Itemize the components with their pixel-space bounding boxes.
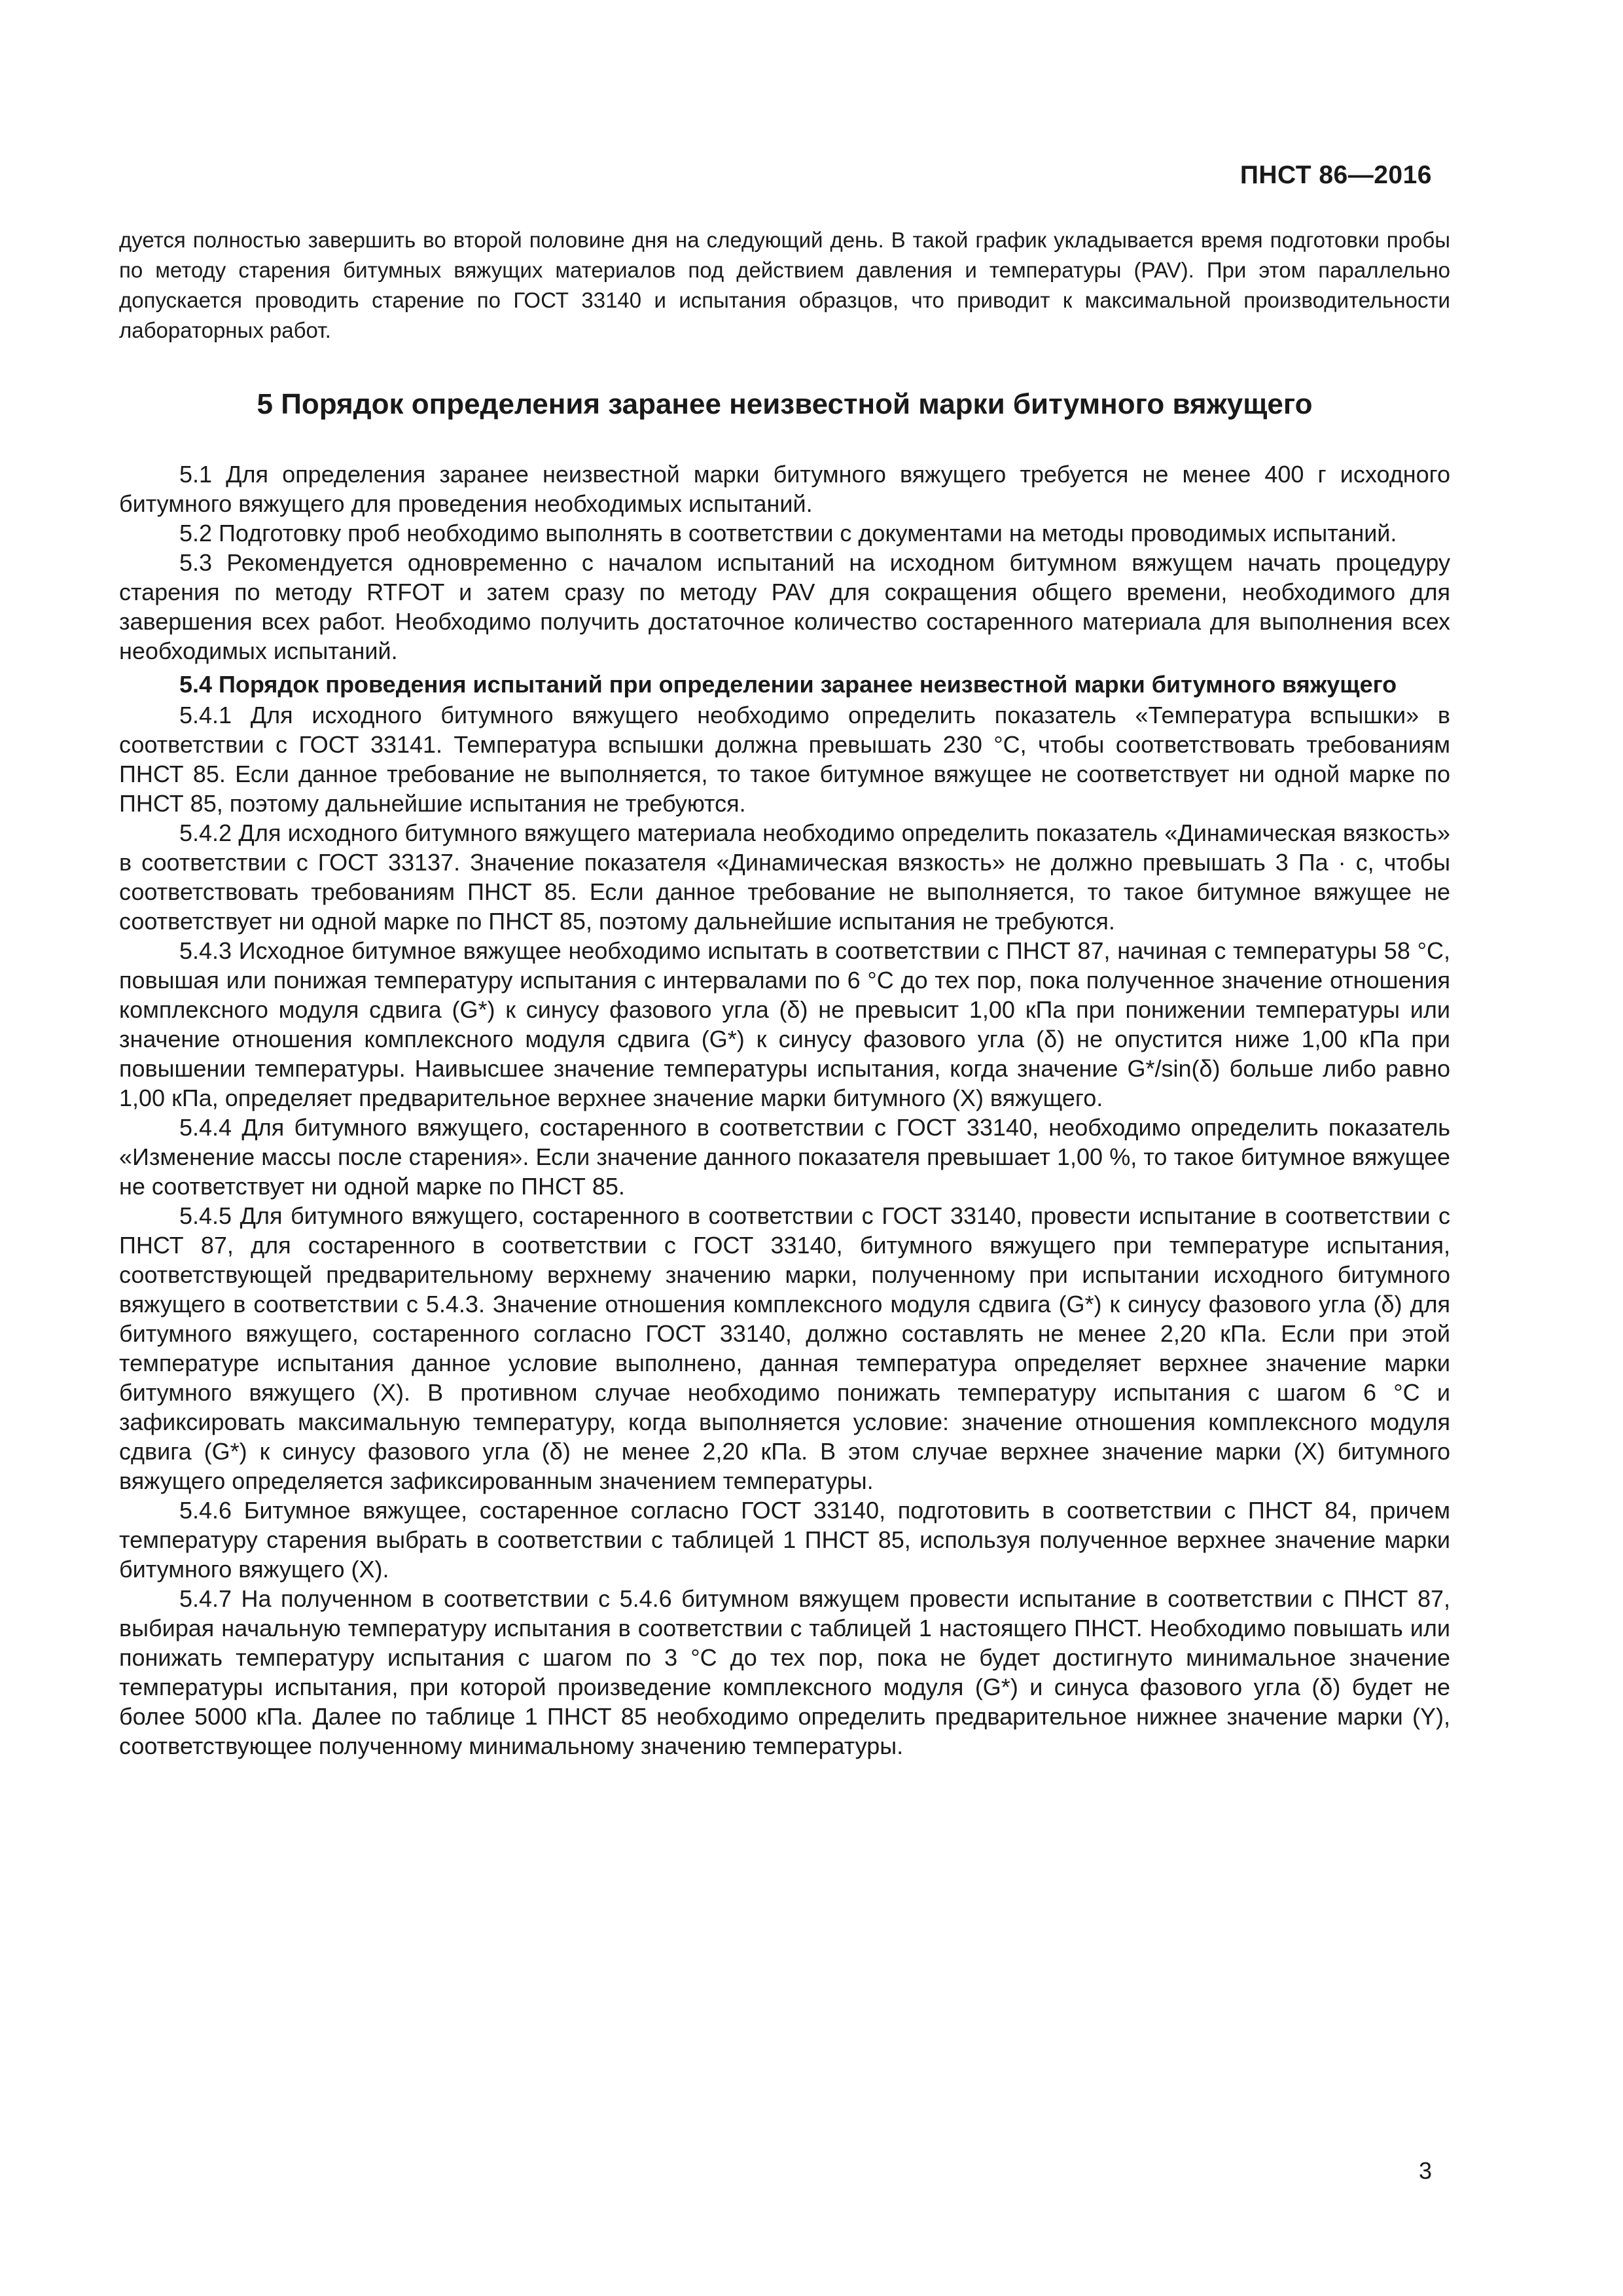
page-number: 3 [1418, 2157, 1432, 2184]
subsection-5-4-title: 5.4 Порядок проведения испытаний при определении заранее неизвестной марки битумного вяжущего [179, 671, 1397, 698]
page-content [119, 225, 1450, 1761]
intro-paragraph: дуется полностью завершить во второй половине дня на следующий день. В такой график укладывается время подготовки пробы по методу старения битумных вяжущих материалов под действием давления и температуры (PAV). При этом параллельно допускается проводить старение по ГОСТ 33140 и испытания образцов, что приводит к максимальной производительности лабораторных работ. [119, 228, 1450, 342]
paragraph-5-3: 5.3 Рекомендуется одновременно с началом испытаний на исходном битумном вяжущем начать процедуру старения по методу RTFOT и затем сразу по методу PAV для сокращения общего времени, необходимого для завершения всех работ. Необходимо получить достаточное количество состаренного материала для выполнения всех необходимых испытаний. [119, 549, 1450, 664]
document-code-header: ПНСТ 86—2016 [1240, 161, 1432, 189]
paragraph-5-4-4: 5.4.4 Для битумного вяжущего, состаренного в соответствии с ГОСТ 33140, необходимо определить показатель «Изменение массы после старения». Если значение данного показателя превышает 1,00 %, то такое битумное вяжущее не соответствует ни одной марке по ПНСТ 85. [119, 1114, 1450, 1200]
paragraph-5-4-2: 5.4.2 Для исходного битумного вяжущего материала необходимо определить показатель «Динамическая вязкость» в соответствии с ГОСТ 33137. Значение показателя «Динамическая вязкость» не должно превышать 3 Па · с, чтобы соответствовать требованиям ПНСТ 85. Если данное требование не выполняется, то такое битумное вяжущее не соответствует ни одной марке по ПНСТ 85, поэтому дальнейшие испытания не требуются. [119, 819, 1450, 935]
section-5-title: 5 Порядок определения заранее неизвестной марки битумного вяжущего [257, 388, 1313, 420]
paragraph-5-1: 5.1 Для определения заранее неизвестной марки битумного вяжущего требуется не менее 400 г исходного битумного вяжущего для проведения необходимых испытаний. [119, 461, 1450, 517]
paragraph-5-4-7: 5.4.7 На полученном в соответствии с 5.4.6 битумном вяжущем провести испытание в соответствии с ПНСТ 87, выбирая начальную температуру испытания в соответствии с таблицей 1 настоящего ПНСТ. Необходимо повышать или понижать температуру испытания с шагом по 3 °С до тех пор, пока не будет достигнуто минимальное значение температуры испытания, при которой произведение комплексного модуля (G*) и синуса фазового угла (δ) будет не более 5000 кПа. Далее по таблице 1 ПНСТ 85 необходимо определить предварительное нижнее значение марки (Y), соответствующее полученному минимальному значению температуры. [119, 1585, 1450, 1759]
paragraph-5-4-3: 5.4.3 Исходное битумное вяжущее необходимо испытать в соответствии с ПНСТ 87, начиная с температуры 58 °С, повышая или понижая температуру испытания с интервалами по 6 °С до тех пор, пока полученное значение отношения комплексного модуля сдвига (G*) к синусу фазового угла (δ) не превысит 1,00 кПа при понижении температуры или значение отношения комплексного модуля сдвига (G*) к синусу фазового угла (δ) не опустится ниже 1,00 кПа при повышении температуры. Наивысшее значение температуры испытания, когда значение G*/sin(δ) больше либо равно 1,00 кПа, определяет предварительное верхнее значение марки битумного (X) вяжущего. [119, 937, 1450, 1111]
paragraph-5-4-5: 5.4.5 Для битумного вяжущего, состаренного в соответствии с ГОСТ 33140, провести испытание в соответствии с ПНСТ 87, для состаренного в соответствии с ГОСТ 33140, битумного вяжущего при температуре испытания, соответствующей предварительному верхнему значению марки, полученному при испытании исходного битумного вяжущего в соответствии с 5.4.3. Значение отношения комплексного модуля сдвига (G*) к синусу фазового угла (δ) для битумного вяжущего, состаренного согласно ГОСТ 33140, должно составлять не менее 2,20 кПа. Если при этой температуре испытания данное условие выполнено, данная температура определяет верхнее значение марки битумного вяжущего (X). В противном случае необходимо понижать температуру испытания с шагом 6 °С и зафиксировать максимальную температуру, когда выполняется условие: значение отношения комплексного модуля сдвига (G*) к синусу фазового угла (δ) не менее 2,20 кПа. В этом случае верхнее значение марки (X) битумного вяжущего определяется зафиксированным значением температуры. [119, 1202, 1450, 1494]
paragraph-5-4-6: 5.4.6 Битумное вяжущее, состаренное согласно ГОСТ 33140, подготовить в соответствии с ПНСТ 84, причем температуру старения выбрать в соответствии с таблицей 1 ПНСТ 85, используя полученное верхнее значение марки битумного вяжущего (X). [119, 1497, 1450, 1583]
paragraph-5-4-1: 5.4.1 Для исходного битумного вяжущего необходимо определить показатель «Температура вспышки» в соответствии с ГОСТ 33141. Температура вспышки должна превышать 230 °С, чтобы соответствовать требованиям ПНСТ 85. Если данное требование не выполняется, то такое битумное вяжущее не соответствует ни одной марке по ПНСТ 85, поэтому дальнейшие испытания не требуются. [119, 702, 1450, 817]
paragraph-5-2: 5.2 Подготовку проб необходимо выполнять в соответствии с документами на методы проводимых испытаний. [179, 520, 1397, 547]
